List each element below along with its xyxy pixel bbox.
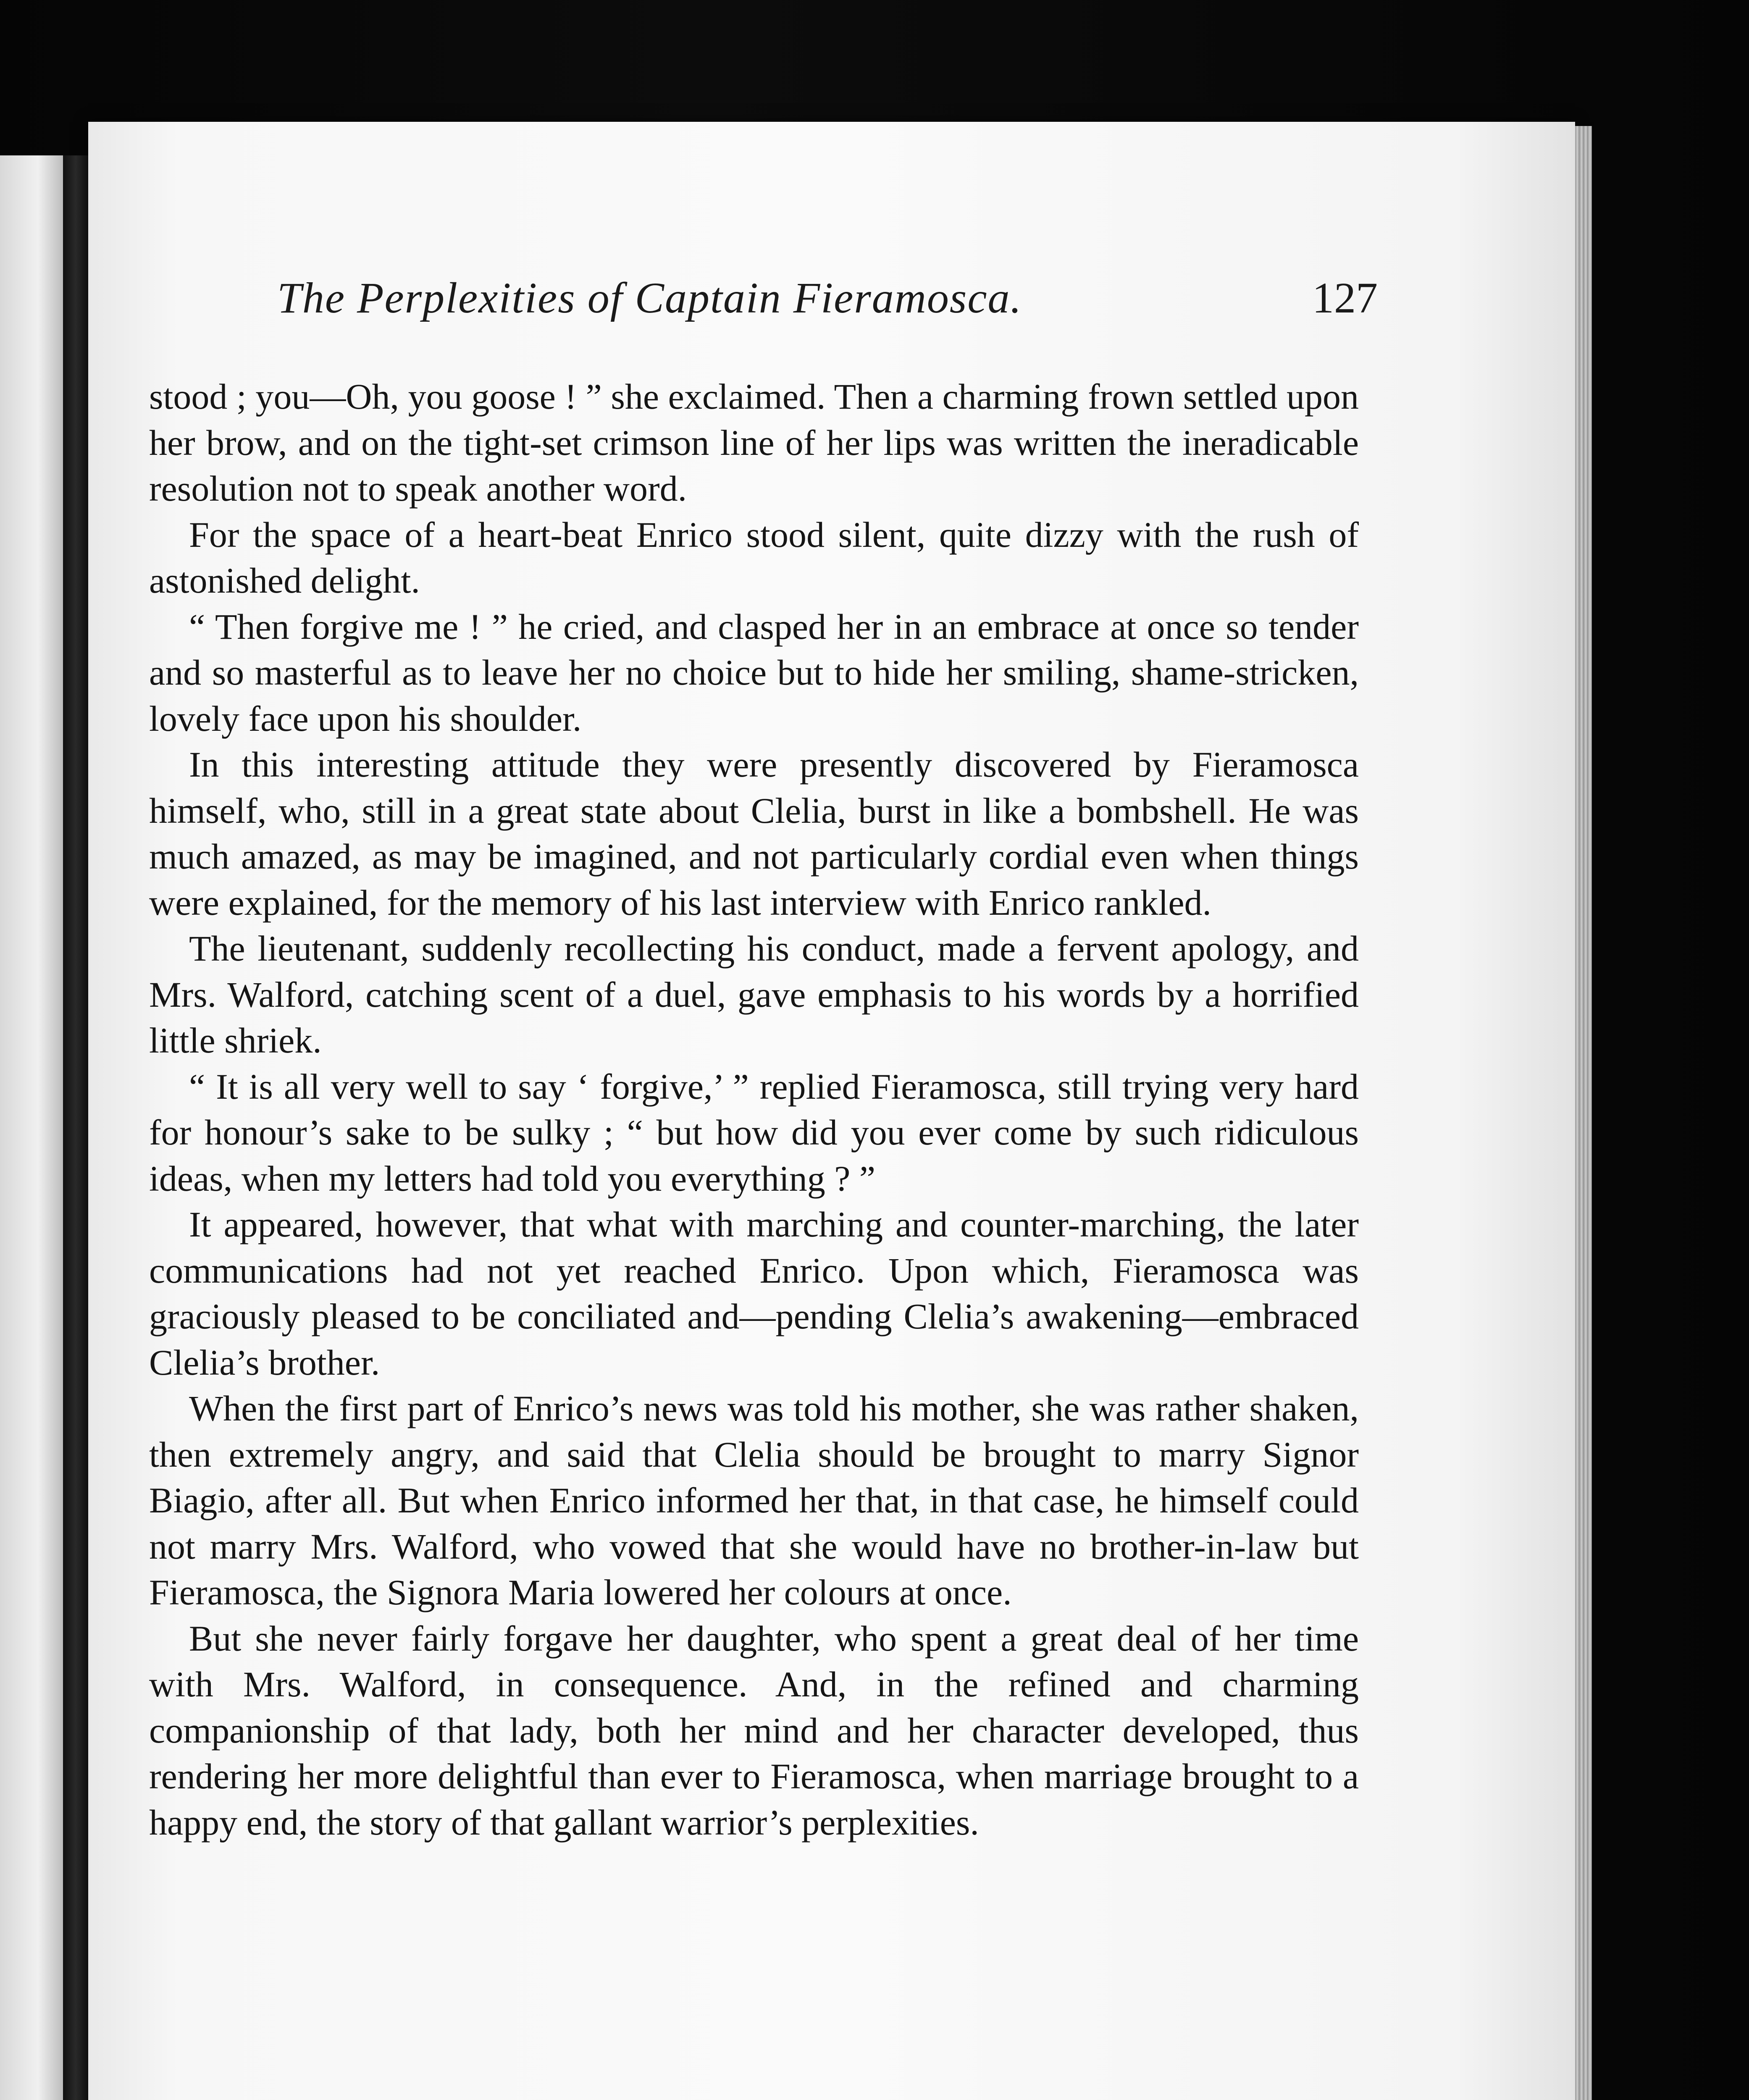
body-text xyxy=(149,374,1359,1845)
paragraph: In this interesting attitude they were presently discovered by Fieramosca himself, who, still in a great state about Clelia, burst in like a bombshell. He was much amazed, as may be imagined, and not particularly cordial even when things were explained, for the memory of his last interview with Enrico rankled. xyxy=(149,744,1359,923)
paragraph: It appeared, however, that what with marching and counter-marching, the later communications had not yet reached Enrico. Upon which, Fieramosca was graciously pleased to be conciliated and—pending Clelia’s awakening—embraced Clelia’s brother. xyxy=(149,1204,1359,1383)
paragraph: stood ; you—Oh, you goose ! ” she exclaimed. Then a charming frown settled upon her brow, and on the tight-set crimson line of her lips was written the ineradicable resolution not to speak another word. xyxy=(149,376,1359,509)
paragraph: The lieutenant, suddenly recollecting his conduct, made a fervent apology, and Mrs. Walford, catching scent of a duel, gave emphasis to his words by a horrified little shriek. xyxy=(149,928,1359,1060)
paragraph: But she never fairly forgave her daughter, who spent a great deal of her time with Mrs. Walford, in consequence. And, in the refined and charming companionship of that lady, both her mind and her character developed, thus rendering her more delightful than ever to Fieramosca, when marriage brought to a happy end, the story of that gallant warrior’s perplexities. xyxy=(149,1618,1359,1843)
paragraph: For the space of a heart-beat Enrico stood silent, quite dizzy with the rush of astonished delight. xyxy=(149,514,1359,601)
paragraph: “ Then forgive me ! ” he cried, and clasped her in an embrace at once so tender and so masterful as to leave her no choice but to hide her smiling, shame-stricken, lovely face upon his shoulder. xyxy=(149,606,1359,739)
paragraph: When the first part of Enrico’s news was told his mother, she was rather shaken, then extremely angry, and said that Clelia should be brought to marry Signor Biagio, after all. But when Enrico informed her that, in that case, he himself could not marry Mrs. Walford, who vowed that she would have no brother-in-law but Fieramosca, the Signora Maria lowered her colours at once. xyxy=(149,1388,1359,1612)
page-number: 127 xyxy=(1312,274,1378,322)
facing-page-edge xyxy=(0,155,63,2100)
page-stack-edge xyxy=(1575,126,1592,2100)
paragraph: “ It is all very well to say ‘ forgive,’ ” replied Fieramosca, still trying very hard for honour’s sake to be sulky ; “ but how did you ever come by such ridiculous ideas, when my letters had told you everything ? ” xyxy=(149,1066,1359,1199)
running-title: The Perplexities of Captain Fieramosca. xyxy=(277,274,1022,322)
book-gutter xyxy=(63,155,88,2100)
